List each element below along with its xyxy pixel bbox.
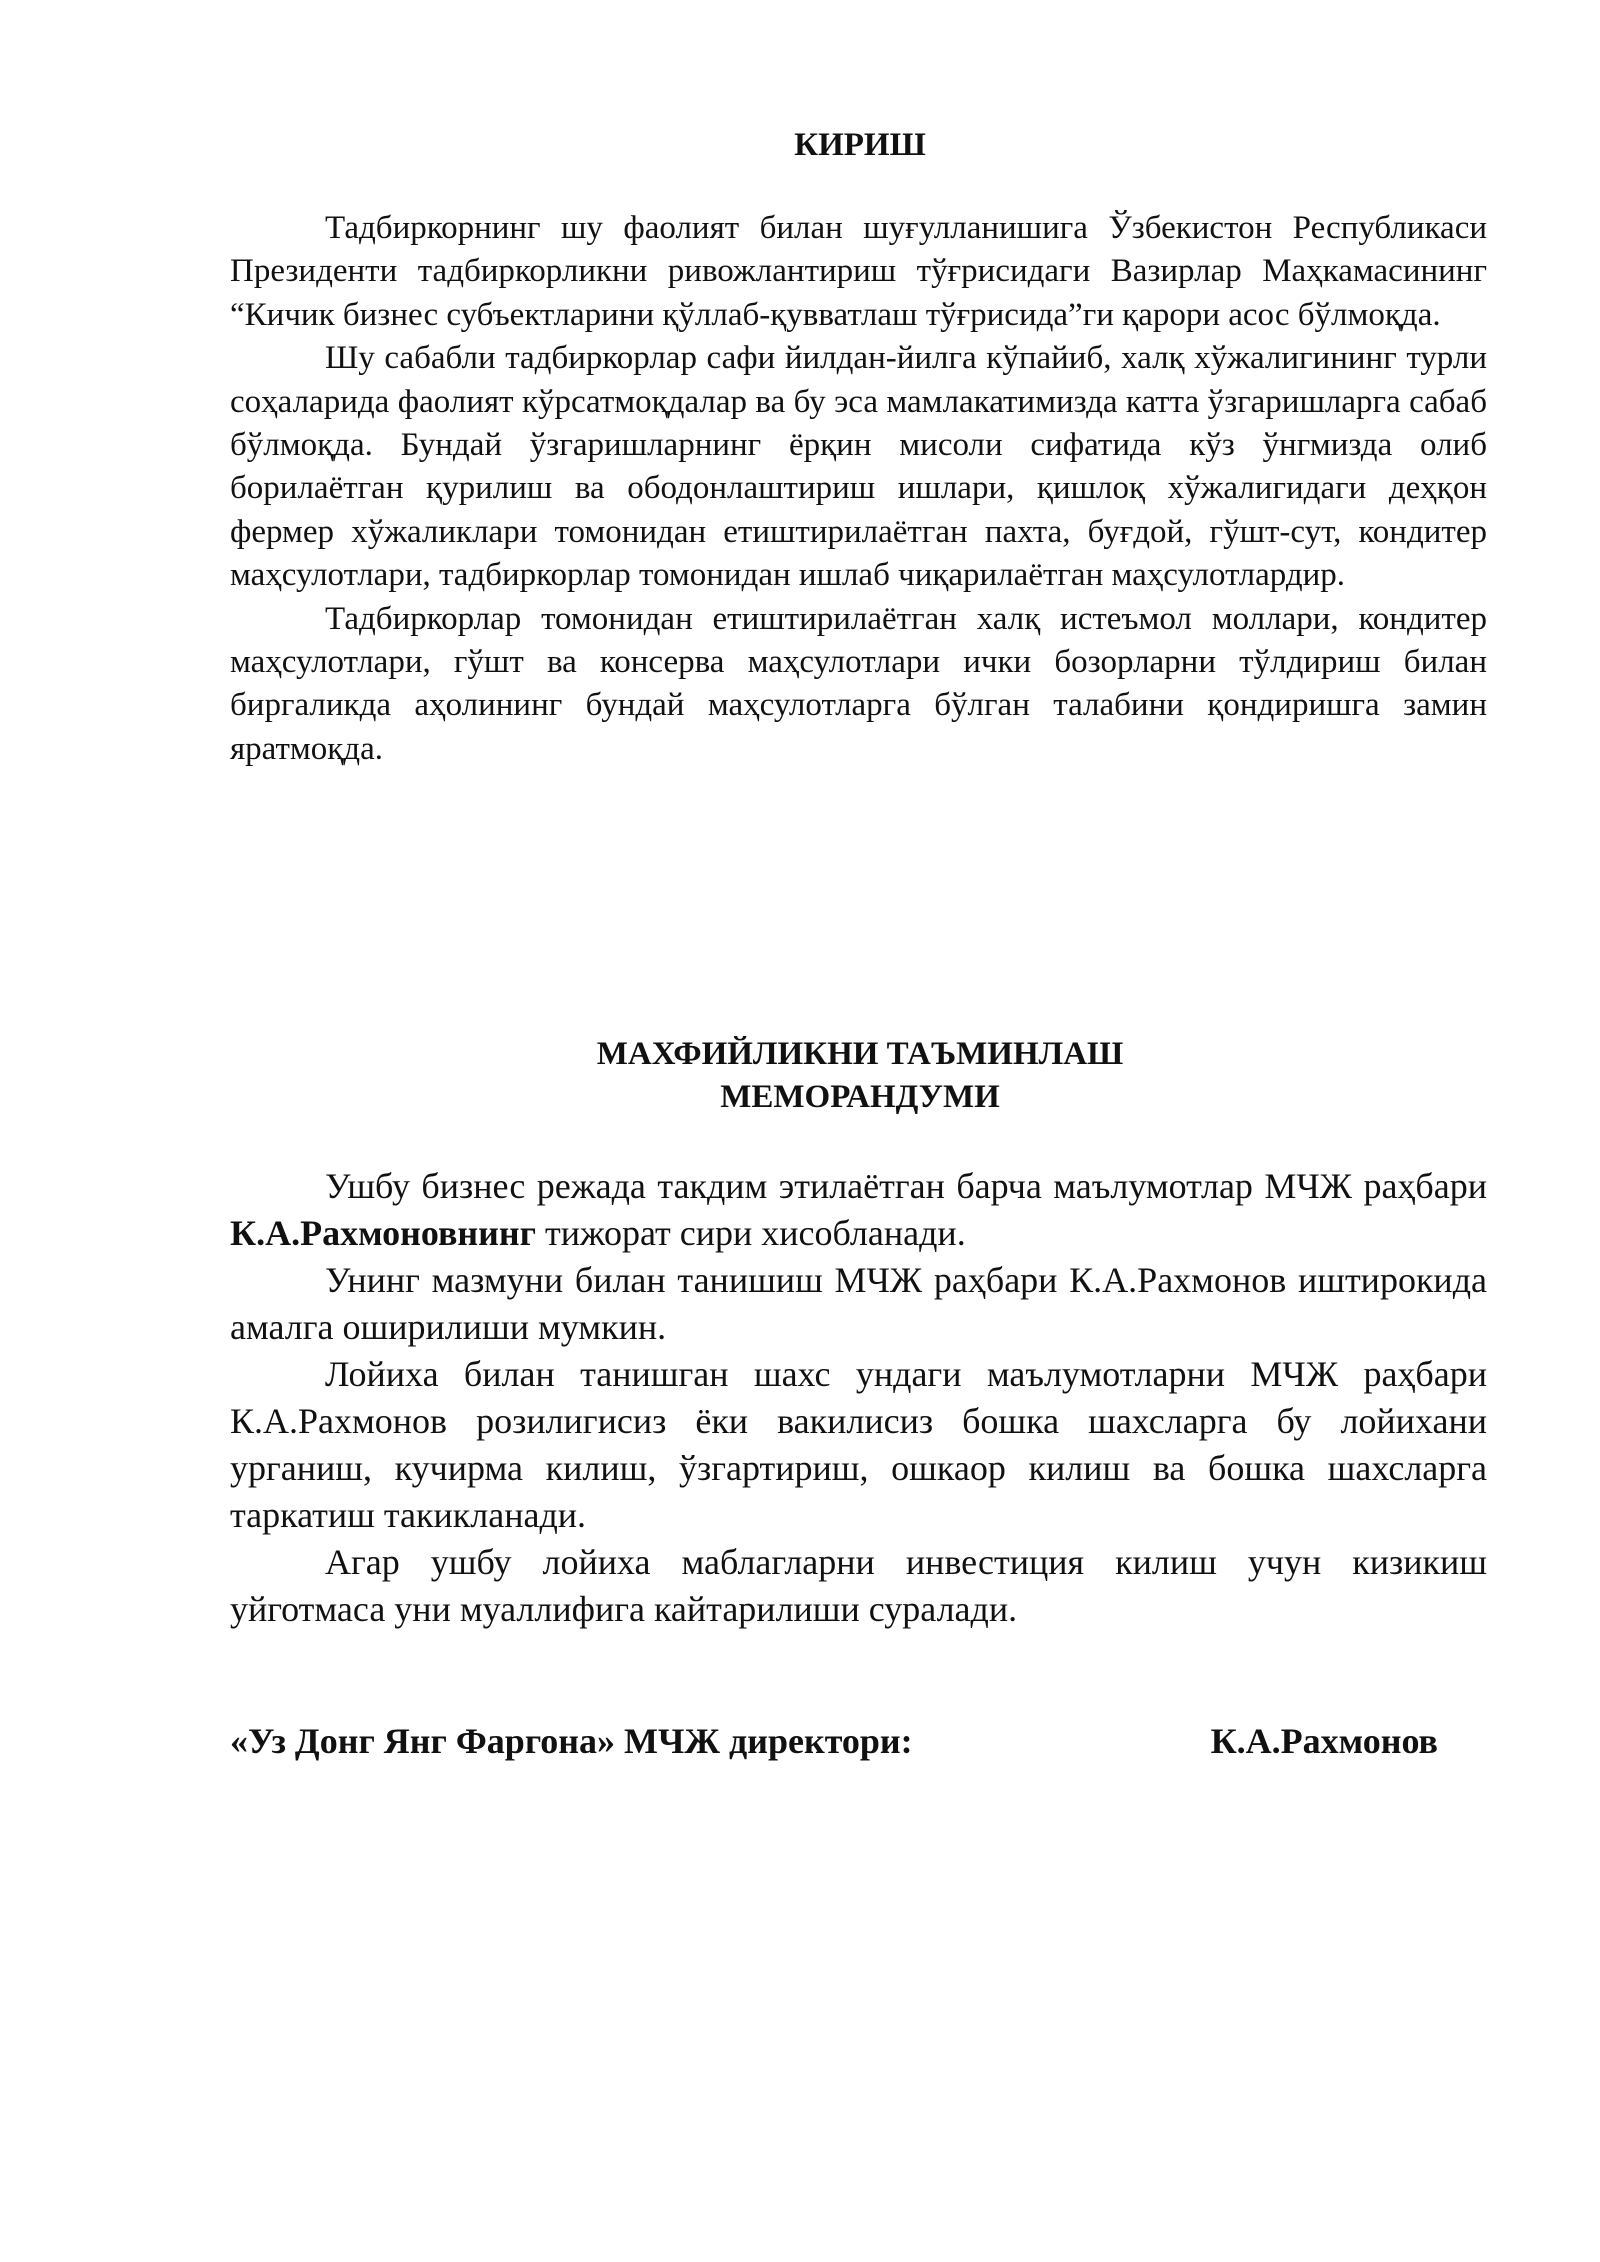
memo-heading-line2: МЕМОРАНДУМИ	[720, 1079, 1000, 1115]
intro-paragraph: Тадбиркорнинг шу фаолият билан шуғулланишига Ўзбекистон Республикаси Президенти тадбиркорликни ривожлантириш тўғрисидаги Вазирлар Маҳкамасининг “Кичик бизнес субъектларини қўллаб-қувватлаш тўғрисида”ги қарори асос бўлмоқда.	[230, 210, 1487, 333]
signature-name: К.А.Рахмонов	[1210, 1721, 1438, 1761]
intro-section	[230, 207, 1487, 771]
memo-heading-line1: МАХФИЙЛИКНИ ТАЪМИНЛАШ	[596, 1036, 1124, 1072]
memo-paragraph: Унинг мазмуни билан танишиш МЧЖ раҳбари К.А.Рахмонов иштирокида амалга оширилиши мумкин.	[230, 1260, 1487, 1347]
intro-paragraph: Шу сабабли тадбиркорлар сафи йилдан-йилга кўпайиб, халқ хўжалигининг турли соҳаларида фаолият кўрсатмоқдалар ва бу эса мамлакатимизда катта ўзгаришларга сабаб бўлмоқда. Бундай ўзгаришларнинг ёрқин мисоли сифатида кўз ўнгмизда олиб борилаётган қурилиш ва ободонлаштириш ишлари, қишлоқ хўжалигидаги деҳқон фермер хўжаликлари томонидан етиштирилаётган пахта, буғдой, гўшт-сут, кондитер маҳсулотлари, тадбиркорлар томонидан ишлаб чиқарилаётган маҳсулотлардир.	[230, 340, 1487, 594]
intro-paragraph: Тадбиркорлар томонидан етиштирилаётган халқ истеъмол моллари, кондитер маҳсулотлари, гўшт ва консерва маҳсулотлари ички бозорларни тўлдириш билан биргаликда аҳолининг бундай маҳсулотларга бўлган талабини қондиришга замин яратмоқда.	[230, 600, 1487, 767]
memo-text: Ушбу бизнес режада такдим этилаётган барча маълумотлар МЧЖ раҳбари	[325, 1166, 1487, 1206]
intro-heading: КИРИШ	[794, 127, 926, 163]
memo-paragraph: Агар ушбу лойиха маблагларни инвестиция килиш учун кизикиш уйготмаса уни муаллифига кайтарилиши суралади.	[230, 1542, 1487, 1629]
signature-title: «Уз Донг Янг Фаргона» МЧЖ директори:	[230, 1721, 913, 1761]
director-name-bold: К.А.Рахмоновнинг	[230, 1213, 536, 1253]
memo-paragraph: Лойиха билан танишган шахс ундаги маълумотларни МЧЖ раҳбари К.А.Рахмонов розилигисиз ёки вакилисиз бошка шахсларга бу лойихани урганиш, кучирма килиш, ўзгартириш, ошкаор килиш ва бошка шахсларга таркатиш такикланади.	[230, 1354, 1487, 1535]
memo-section	[230, 1163, 1487, 1633]
memo-paragraph	[230, 1163, 1487, 1257]
memo-text: тижорат сири хисобланади.	[536, 1213, 966, 1253]
